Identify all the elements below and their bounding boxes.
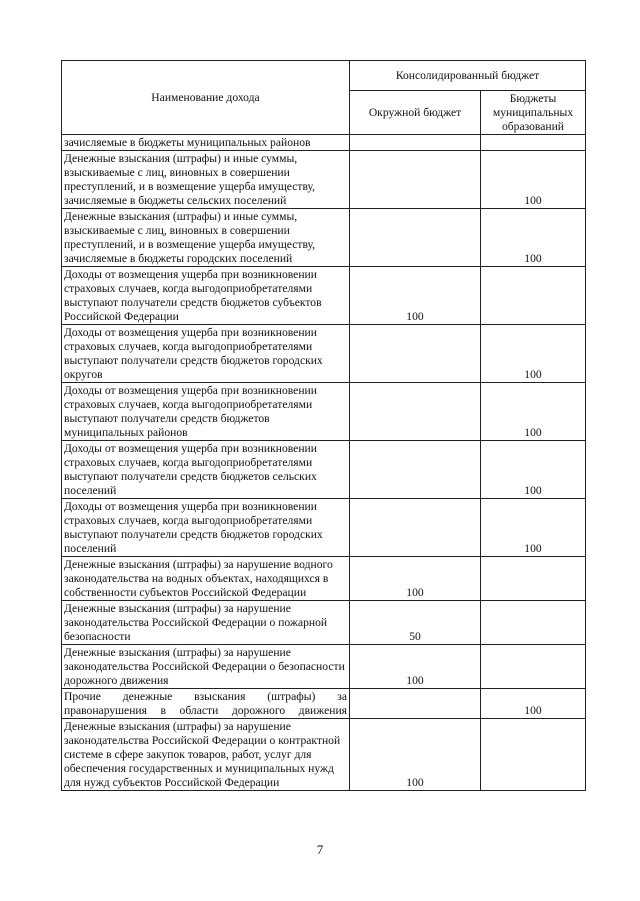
income-name: Денежные взыскания (штрафы) за нарушение законодательства Российской Федерации о безопасности дорожного движения [62,645,350,689]
header-municipal-budgets: Бюджеты муниципальных образований [481,91,586,135]
municipal-value: 100 [481,499,586,557]
municipal-value: 100 [481,383,586,441]
table-row [62,557,586,601]
district-value [350,135,481,151]
table-row [62,267,586,325]
income-name: Доходы от возмещения ущерба при возникновении страховых случаев, когда выгодоприобретателями выступают получатели средств бюджетов субъектов Российской Федерации [62,267,350,325]
table-row [62,209,586,267]
income-name: Доходы от возмещения ущерба при возникновении страховых случаев, когда выгодоприобретателями выступают получатели средств бюджетов муниципальных районов [62,383,350,441]
income-name: Прочие денежные взыскания (штрафы) за правонарушения в области дорожного движения [62,689,350,719]
header-district-budget: Окружной бюджет [350,91,481,135]
municipal-value [481,557,586,601]
district-value: 100 [350,645,481,689]
page-number: 7 [316,842,324,857]
income-name: Доходы от возмещения ущерба при возникновении страховых случаев, когда выгодоприобретателями выступают получатели средств бюджетов городских поселений [62,499,350,557]
district-value [350,151,481,209]
table-row [62,645,586,689]
district-value [350,689,481,719]
district-value [350,441,481,499]
municipal-value [481,645,586,689]
municipal-value: 100 [481,441,586,499]
municipal-value: 100 [481,209,586,267]
table-row [62,441,586,499]
income-name: зачисляемые в бюджеты муниципальных районов [62,135,350,151]
income-name: Доходы от возмещения ущерба при возникновении страховых случаев, когда выгодоприобретателями выступают получатели средств бюджетов сельских поселений [62,441,350,499]
header-consolidated-budget: Консолидированный бюджет [350,61,586,91]
district-value: 50 [350,601,481,645]
table-row [62,151,586,209]
income-name: Доходы от возмещения ущерба при возникновении страховых случаев, когда выгодоприобретателями выступают получатели средств бюджетов городских округов [62,325,350,383]
district-value [350,499,481,557]
table-row [62,719,586,791]
municipal-value [481,267,586,325]
table-row [62,135,586,151]
income-name: Денежные взыскания (штрафы) за нарушение законодательства Российской Федерации о контрактной системе в сфере закупок товаров, работ, услуг для обеспечения государственных и муниципальных нужд для нужд субъектов Российской Федерации [62,719,350,791]
district-value [350,209,481,267]
municipal-value [481,601,586,645]
income-name: Денежные взыскания (штрафы) за нарушение законодательства Российской Федерации о пожарной безопасности [62,601,350,645]
municipal-value [481,135,586,151]
municipal-value [481,719,586,791]
table-row [62,383,586,441]
district-value [350,325,481,383]
district-value: 100 [350,267,481,325]
table-row [62,499,586,557]
municipal-value: 100 [481,689,586,719]
income-table [61,60,586,791]
district-value: 100 [350,719,481,791]
table-row [62,325,586,383]
income-name: Денежные взыскания (штрафы) и иные суммы, взыскиваемые с лиц, виновных в совершении преступлений, и в возмещение ущерба имуществу, зачисляемые в бюджеты городских поселений [62,209,350,267]
table-row [62,689,586,719]
municipal-value: 100 [481,325,586,383]
district-value: 100 [350,557,481,601]
income-name: Денежные взыскания (штрафы) за нарушение водного законодательства на водных объектах, находящихся в собственности субъектов Российской Федерации [62,557,350,601]
municipal-value: 100 [481,151,586,209]
table-row [62,601,586,645]
income-name: Денежные взыскания (штрафы) и иные суммы, взыскиваемые с лиц, виновных в совершении преступлений, и в возмещение ущерба имуществу, зачисляемые в бюджеты сельских поселений [62,151,350,209]
header-income-name: Наименование дохода [62,61,350,135]
district-value [350,383,481,441]
